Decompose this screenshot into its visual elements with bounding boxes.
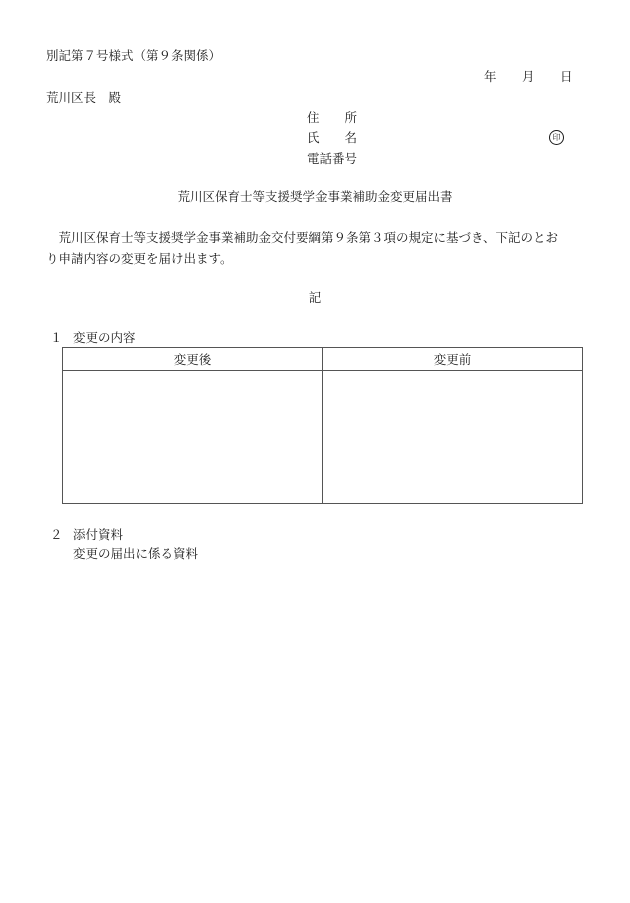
seal-mark: 印: [549, 130, 564, 145]
section2-heading: 添付資料: [73, 527, 124, 542]
column-header-before: 変更前: [323, 348, 583, 371]
recipient: 荒川区長 殿: [46, 90, 122, 105]
document-title: 荒川区保育士等支援奨学金事業補助金変更届出書: [177, 189, 453, 204]
date-year-label: 年: [484, 69, 497, 84]
phone-label: 電話番号: [307, 151, 358, 166]
name-label: 氏 名: [307, 130, 358, 145]
section2-number: ２: [50, 527, 63, 542]
cell-after: [63, 371, 323, 504]
cell-before: [323, 371, 583, 504]
ki-heading: 記: [308, 290, 322, 305]
form-number: 別記第７号様式（第９条関係）: [46, 48, 222, 63]
date-day-label: 日: [560, 69, 573, 84]
section1-heading: 変更の内容: [73, 330, 136, 345]
date-month-label: 月: [522, 69, 535, 84]
column-header-after: 変更後: [63, 348, 323, 371]
change-table: [62, 347, 583, 504]
body-paragraph: 荒川区保育士等支援奨学金事業補助金交付要綱第９条第３項の規定に基づき、下記のとおり申請内容の変更を届け出ます。: [46, 230, 559, 266]
address-label: 住 所: [307, 110, 358, 125]
section1-number: １: [50, 330, 63, 345]
attachment-item: 変更の届出に係る資料: [73, 546, 199, 561]
